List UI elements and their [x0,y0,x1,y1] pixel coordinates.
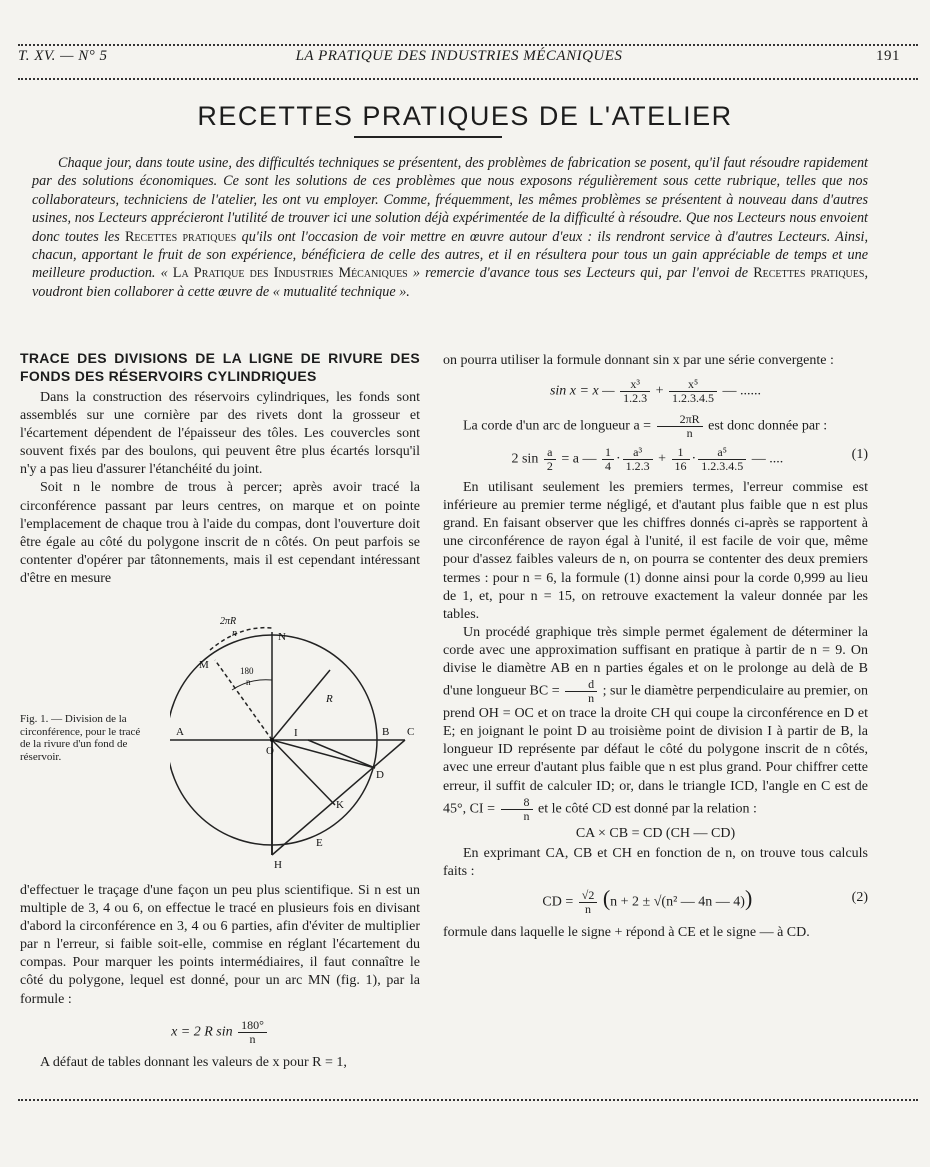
radius-r [272,670,330,740]
running-header [18,48,900,70]
label-a: A [176,726,184,738]
left-column-top [20,349,420,588]
left-paragraph-1: Dans la construction des réservoirs cylindriques, les fonds sont assemblés sur une cornière par des rivets dont la grosseur et l'écartement dépendent de l'épaisseur des tôles. Les couvercles sont souvent fixés par des boulons, qui peuvent être plus écartés lorsqu'il n'y a pas lieu d'assurer l'étanchéité du joint. [20,390,420,478]
right-paragraph-1: on pourra utiliser la formule donnant sin x par une série convergente : [443,353,834,368]
volume-number: T. XV. — N° 5 [18,48,108,64]
label-angle-num: 180 [240,666,254,676]
figure-caption: Fig. 1. — Division de la circonférence, pour le tracé de la rivure d'un fond de réservoir. [20,713,141,763]
label-b: B [382,726,390,738]
equation-2: CD = $\frac{√2}{n}$ (n + 2 ± √(n² — 4n — 4)) (2) [542,885,868,916]
center-point [270,738,274,742]
right-paragraph-3: En utilisant seulement les premiers termes, l'erreur commise est inférieure au premier terme négligé, et d'autant plus faible que n est plus grand. En faisant observer que les chiffres donnés ci-après se rapportent à une circonférence de rayon égal à l'unité, il est facile de voir que, même pour d'assez faibles valeurs de n, on pourra se contenter des deux premiers termes : pour n = 6, la formule (1) donne ainsi pour la corde 0,999 au lieu de 1, et, pour n = 15, on retrouve exactement la valeur donnée par les tables. [443,480,868,622]
label-d: D [376,769,384,781]
label-h: H [274,859,282,870]
right-paragraph-4: Un procédé graphique très simple permet également de déterminer la corde avec une approximation suffisant en pratique à partir de n = 9. On divise le diamètre AB en n parties égales et on le prolonge au delà de B d'une longueur BC = $\frac{d}{n}$ ; sur le diamètre perpendiculaire au premier, on prend OH = OC et on trace la droite CH qui coupe la circonférence en D et E; en joignant le point D au troisième point de division I à partir de B, la longueur ID représente par défaut le côté du polygone inscrit de n côtés, avec une erreur d'autant plus faible que n est plus grand. Pour chiffrer cette erreur, il suffit de calculer ID; or, dans le triangle ICD, l'angle en C est de 45°, CI = $\frac{8}{n}$ et le côté CD est donné par la relation : [443,624,869,823]
page-number: 191 [876,48,900,64]
label-m: M [199,659,209,671]
series-formula: sin x = x — $\frac{\text{x³}}{1.2.3}$ + $\frac{\text{x⁵}}{1.2.3.4.5}$ — ...... [549,377,762,406]
figure-circle-division [170,610,420,870]
left-paragraph-2: Soit n le nombre de trous à percer; après avoir tracé la circonférence passant par leurs centres, on marque et on pointe l'emplacement de chaque trou à l'aide du compas, dont l'ouverture doit être égale au côté du polygone inscrit de n côtés. On peut parfois se contenter d'opérer par tâtonnements, mais il est cependant intéressant d'être en mesure [20,480,420,586]
right-paragraph-2: La corde d'un arc de longueur a = $\frac{2\pi R}{n}$ est donc donnée par : [463,412,828,441]
label-i: I [294,727,298,739]
title-underline [354,136,502,138]
label-k: K [336,799,344,811]
label-arc-den: n [232,628,237,639]
page-title: RECETTES PRATIQUES DE L'ATELIER [197,101,733,131]
left-paragraph-4: A défaut de tables donnant les valeurs de x pour R = 1, [40,1054,347,1070]
label-arc-num: 2πR [220,616,237,627]
top-dotted-rule [18,44,918,46]
formula-x: x = 2 R sin $\frac{180^\circ}{n}$ [20,1019,420,1046]
label-r: R [326,693,333,705]
right-column [443,352,868,942]
equation-1: 2 sin $\frac{a}{2}$ = a — $\frac{1}{4}$ · $\frac{\text{a³}}{1.2.3}$ + $\frac{1}{16}$ · $\frac{\text{a⁵}}{1.2.3.4.5}$ — .... (1) [511,445,868,474]
left-column-bottom [20,882,420,1072]
line-ok [272,740,335,805]
header-dotted-rule [18,78,918,80]
journal-name: LA PRATIQUE DES INDUSTRIES MÉCANIQUES [295,48,623,64]
label-e: E [316,837,323,849]
bottom-dotted-rule [18,1099,918,1101]
label-c: C [407,726,415,738]
line-id [308,740,375,768]
intro-paragraph: Chaque jour, dans toute usine, des difficultés techniques se présentent, des problèmes de fabrication se posent, qu'il faut résoudre rapidement par des solutions économiques. Ce sont les solutions de ces problèmes que nous exposons régulièrement sous cette rubrique, telles que nos collaborateurs, techniciens de l'atelier, les ont vu employer. Comme, fréquemment, les mêmes problèmes se présentent à nouveau dans d'autres usines, nos Lecteurs apprécieront l'utilité de trouver ici une solution déjà expérimentée de la difficulté à résoudre. Que nos Lecteurs nous envoient donc toutes les Recettes pratiques qu'ils ont l'occasion de voir mettre en œuvre autour d'eux : ils rendront service à d'autres Lecteurs. Ainsi, chacun, apportant le fruit de son expérience, bénéficiera de celle des autres, et il en résultera pour tous un gain appréciable de temps et une meilleure production. « La Pratique des Industries Mécaniques » remercie d'avance tous ses Lecteurs qui, par l'envoi de Recettes pratiques, voudront bien collaborer à cette œuvre de « mutualité technique ». [32,155,869,300]
label-n: N [278,631,286,643]
label-angle-den: n [246,677,251,687]
label-o: O [266,745,274,757]
line-ch [272,740,405,855]
left-paragraph-3: d'effectuer le traçage d'une façon un peu plus scientifique. Si n est un multiple de 3, 4 ou 6, on effectue le tracé en plusieurs fois en divisant d'abord la circonférence en 3, 4 ou 6 parties, afin d'éviter de multiplier par n l'erreur, si faible soit-elle, commise en réglant l'écartement du compas. Pour marquer les points intermédiaires, il faut connaître le côté du polygone, lequel est donné, pour un arc MN (fig. 1), par la formule : [20,883,420,1007]
section-title: TRACE DES DIVISIONS DE LA LIGNE DE RIVURE DES FONDS DES RÉSERVOIRS CYLINDRIQUES [20,350,420,384]
right-paragraph-5: En exprimant CA, CB et CH en fonction de n, on trouve tous calculs faits : [443,845,868,879]
line-od [272,740,375,768]
right-paragraph-6: formule dans laquelle le signe + répond à CE et le signe — à CD. [443,924,810,940]
relation-equation: CA × CB = CD (CH — CD) [575,825,736,841]
